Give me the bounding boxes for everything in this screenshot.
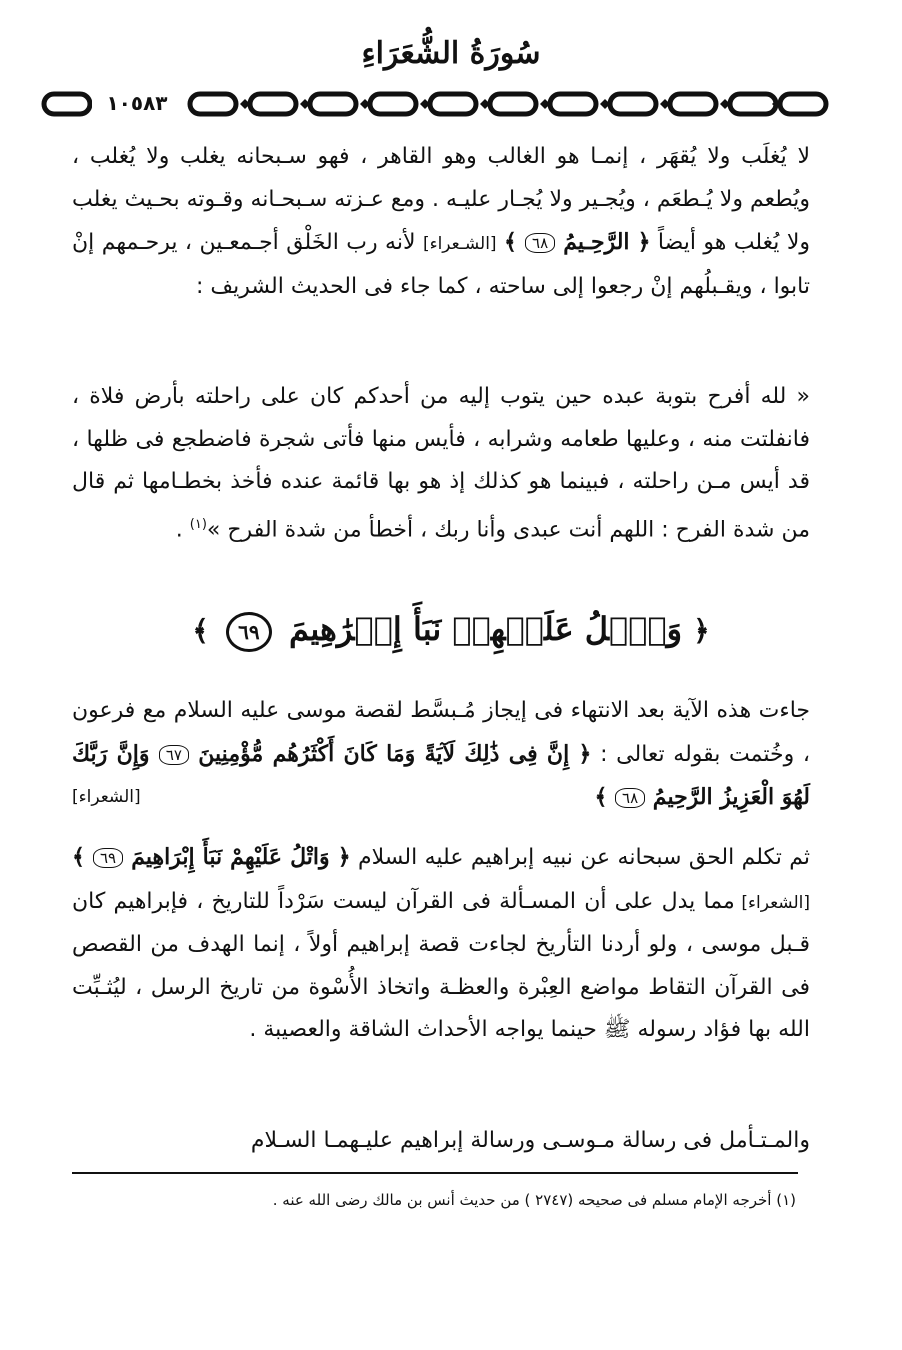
hadith-paragraph — [72, 376, 810, 552]
paragraph-5 — [72, 1120, 810, 1163]
quran-quote-end: ﴾ — [594, 784, 616, 811]
quran-quote-cont: وَإِنَّ رَبَّكَ لَهُوَ الْعَزِيزُ الرَّحِيمُ — [72, 740, 810, 811]
ornate-bracket-open: ﴿ — [693, 614, 710, 647]
surah-reference: [الشعراء] — [72, 787, 141, 808]
ayah-heading — [0, 610, 902, 652]
ayah-number-marker: ٦٨ — [615, 788, 645, 808]
ayah-heading-number: ٦٩ — [226, 612, 272, 652]
ornate-bracket-close: ﴾ — [192, 614, 209, 647]
paragraph-3 — [72, 690, 810, 820]
paragraph-5-text: والمـتـأمل فى رسالة مـوسـى ورسالة إبراهيم عليـهمـا السـلام — [250, 1128, 810, 1153]
quran-quote: ﴿ الرَّحِـيمُ — [555, 229, 651, 256]
quran-quote: ﴿ وَاتْلُ عَلَيْهِمْ نَبَأَ إِبْرَاهِيمَ — [123, 844, 351, 870]
hadith-text: « لله أفرح بتوبة عبده حين يتوب إليه من أحدكم كان على راحلته بأرض فلاة ، فانفلتت منه ، وعليها طعامه وشرابه ، فأيس منها فأتى شجرة فاضطجع فى ظلها ، قد أيس مـن راحلته ، فبينما هو كذلك إذ هو بها قائمة عنده فأخذ بخطـامها ثم قال من شدة الفرح : اللهم أنت عبدى وأنا ربك ، أخطأ من شدة الفرح » — [72, 384, 810, 543]
ayah-heading-text: وَٱتۡلُ عَلَيۡهِمۡ نَبَأَ إِبۡرَٰهِيمَ — [289, 610, 683, 648]
footnote-divider — [72, 1172, 798, 1174]
ayah-number-marker: ٦٨ — [525, 233, 555, 253]
quran-quote-end: ﴾ — [504, 229, 526, 256]
surah-reference: [الشـعراء] — [422, 234, 497, 255]
paragraph-1-text: لا يُغلَب ولا يُقهَر ، إنمـا هو الغالب وهو القاهر ، فهو سـبحانه يغلب ولا يُغلب ، ويُطعم ولا يُـطعَم ، ويُجـير ولا يُجـار عليـه . ومع عـزته سـبحـانه وقـوته بحـيث يغلب ولا يُغلب هو أيضاً — [72, 144, 810, 256]
paragraph-4-text-cont: مما يدل على أن المسـألة فى القرآن ليست سَرْداً للتاريخ ، فإبراهيم كان قـبل موسى ، ولو أردنا التأريخ لجاءت قصة إبراهيم أولاً ، إنما الهدف من القصص فى القرآن التقاط مواضع العِبْرة والعظـة واتخاذ الأُسْوة من تاريخ الرسل ، ليُثـبِّت الله بها فؤاد رسوله ﷺ حينما يواجه الأحداث الشاقة والعصيبة . — [72, 888, 810, 1043]
hadith-end: . — [175, 517, 190, 543]
quran-quote-end: ﴾ — [72, 844, 93, 870]
surah-title: سُورَةُ الشُّعَرَاءِ — [361, 36, 541, 71]
surah-reference: [الشعراء] — [734, 892, 810, 913]
quran-quote: ﴿ إِنَّ فِى ذَٰلِكَ لَآيَةً وَمَا كَانَ أَكْثَرُهُم مُّؤْمِنِينَ — [188, 740, 592, 767]
paragraph-1 — [72, 136, 810, 308]
footnote: (١) أخرجه الإمام مسلم فى صحيحه (٢٧٤٧ ) من حديث أنس بن مالك رضى الله عنه . — [272, 1191, 796, 1209]
paragraph-4 — [72, 836, 810, 1052]
paragraph-3-text: جاءت هذه الآية بعد الانتهاء فى إيجاز مُـبسَّط لقصة موسى عليه السلام مع فرعون ، وخُتمت بقوله تعالى : — [72, 698, 811, 767]
ayah-number-marker: ٦٩ — [93, 848, 123, 868]
paragraph-4-text: ثم تكلم الحق سبحانه عن نبيه إبراهيم عليه السلام — [350, 845, 811, 870]
page-number: ١٠٥٨٣ — [92, 88, 182, 118]
ayah-number-marker: ٦٧ — [159, 745, 189, 765]
footnote-marker: (١) — [189, 516, 207, 532]
paragraph-1-text-cont: لأنه رب الخَلْق أجـمعـين ، يرحـمهم إنْ تابوا ، ويقـبلُهم إنْ رجعوا إلى ساحته ، كما جاء فى الحديث الشريف : — [72, 230, 810, 299]
